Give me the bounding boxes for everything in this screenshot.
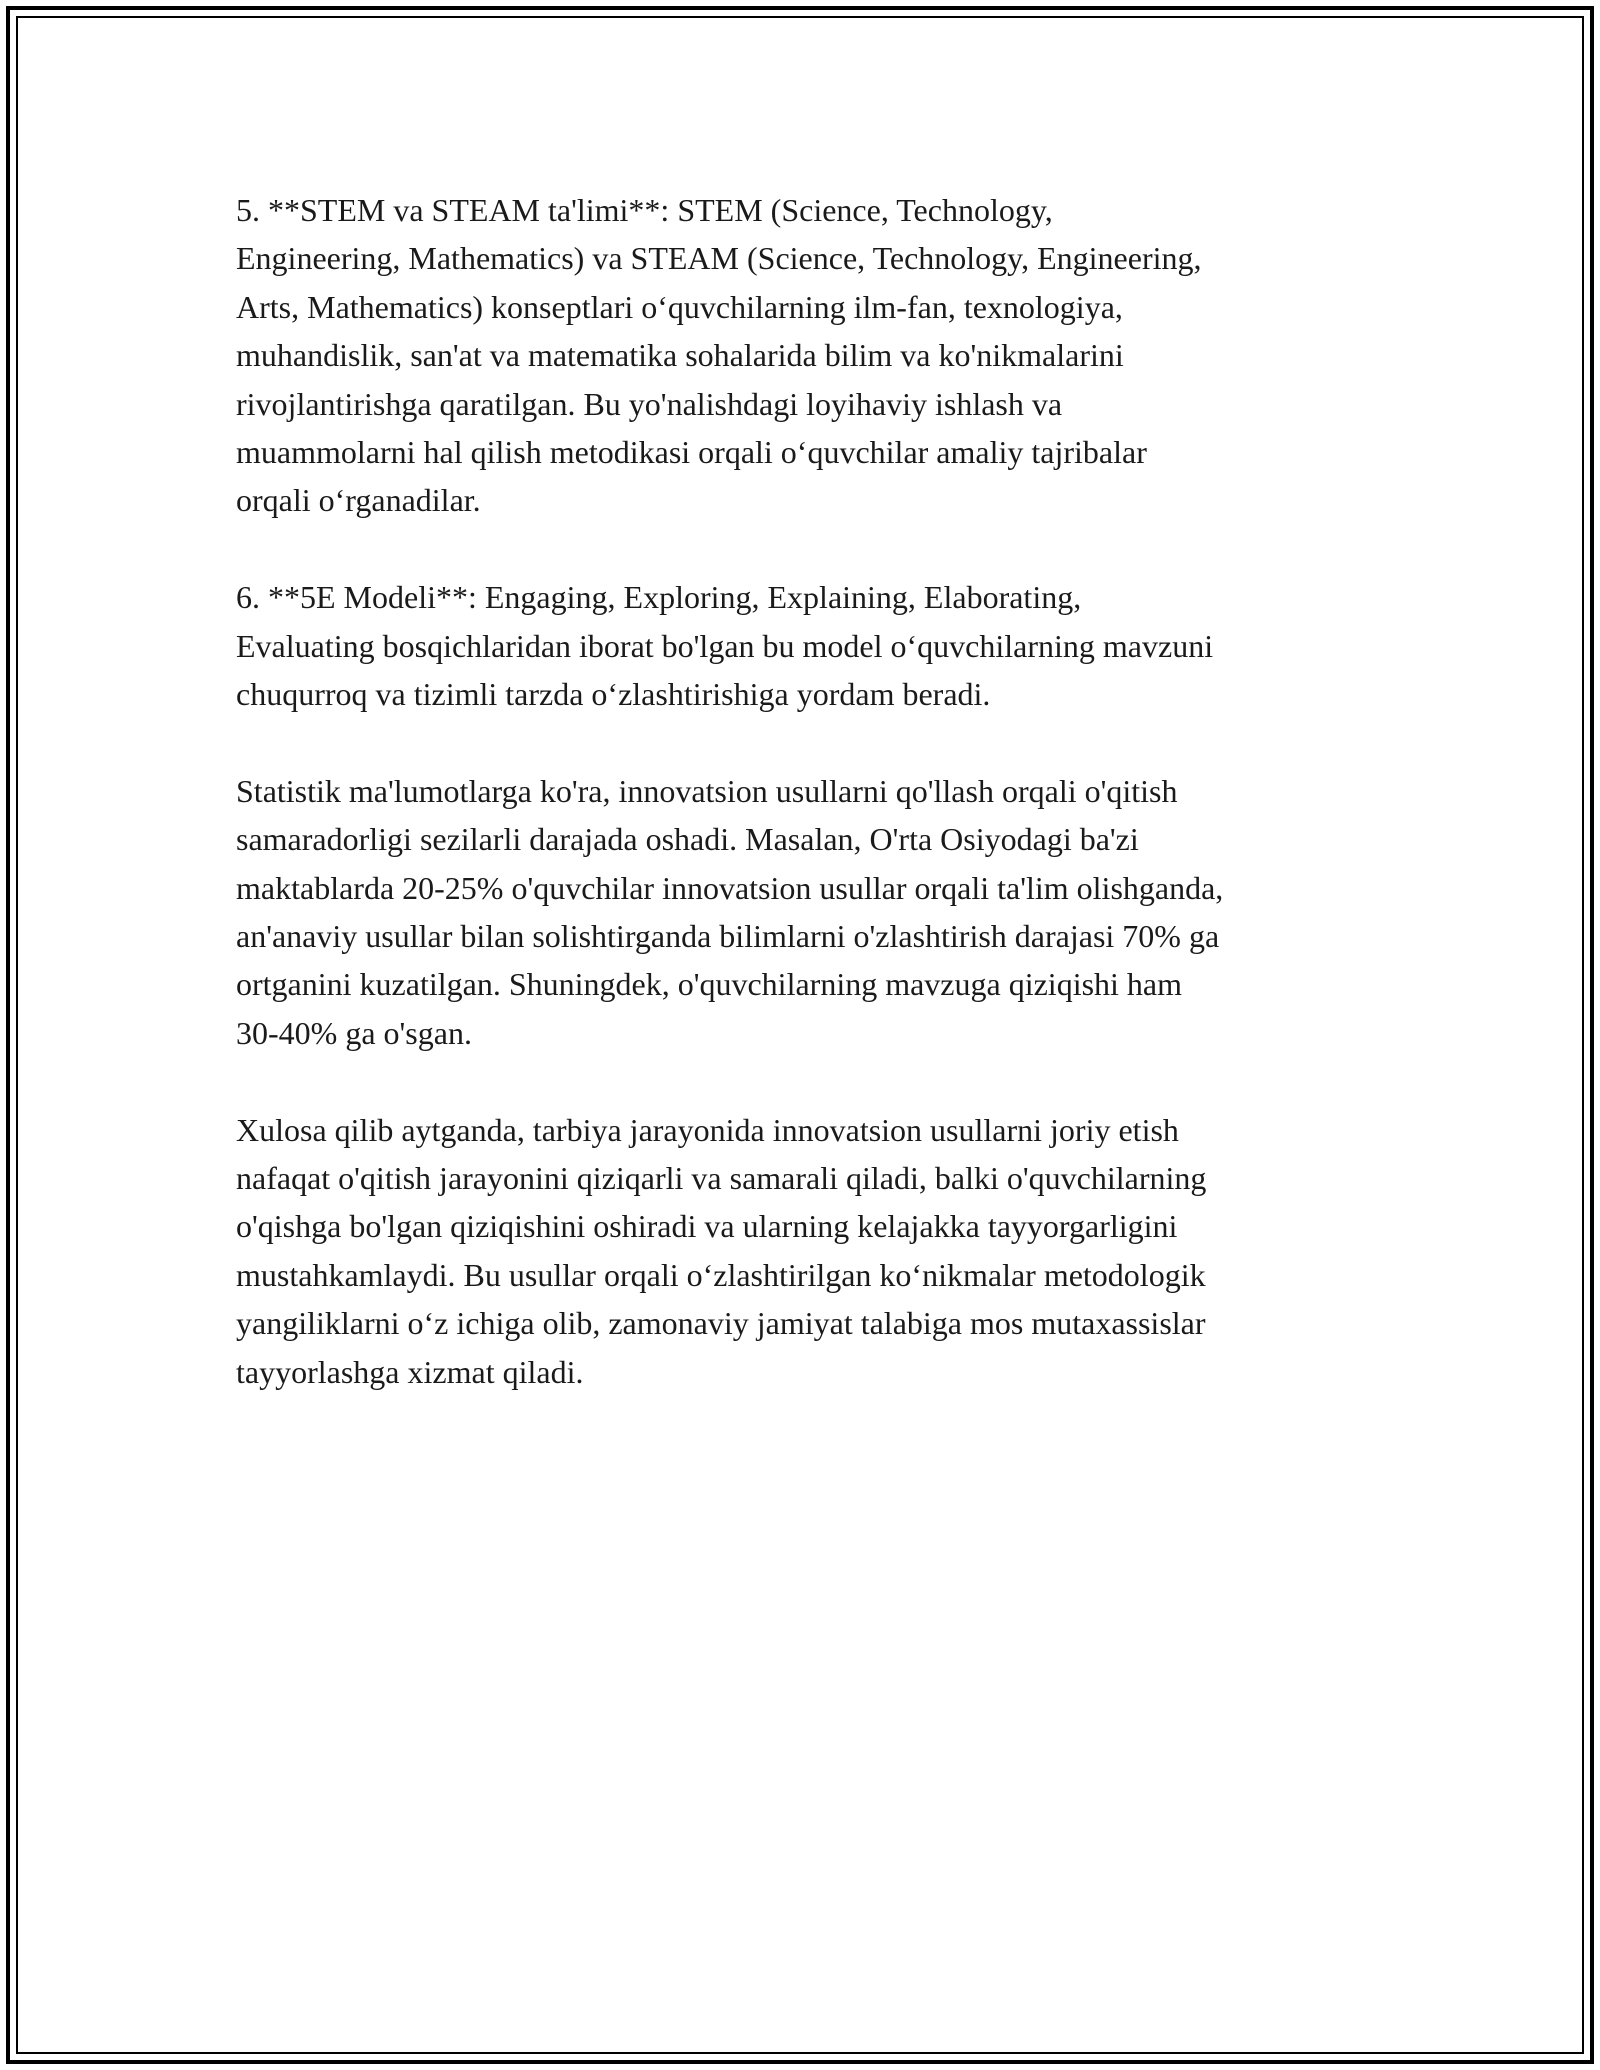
text-line: an'anaviy usullar bilan solishtirganda bilimlarni o'zlashtirish darajasi 70% ga	[236, 918, 1220, 955]
text-line: rivojlantirishga qaratilgan. Bu yo'nalishdagi loyihaviy ishlash va	[236, 385, 1063, 422]
text-line: samaradorligi sezilarli darajada oshadi. Masalan, O'rta Osiyodagi ba'zi	[236, 821, 1139, 858]
text-line: 30-40% ga o'sgan.	[236, 1014, 472, 1051]
text-line: chuqurroq va tizimli tarzda o‘zlashtirishiga yordam beradi.	[236, 676, 991, 713]
text-line: Statistik ma'lumotlarga ko'ra, innovatsion usullarni qo'llash orqali o'qitish	[236, 772, 1178, 809]
paragraph-conclusion	[236, 1106, 1376, 1396]
document-body	[236, 186, 1376, 1445]
text-line: Arts, Mathematics) konseptlari o‘quvchilarning ilm-fan, texnologiya,	[236, 288, 1123, 325]
paragraph-stem-steam	[236, 186, 1376, 525]
text-line: muammolarni hal qilish metodikasi orqali o‘quvchilar amaliy tajribalar	[236, 434, 1147, 471]
text-line: tayyorlashga xizmat qiladi.	[236, 1353, 584, 1390]
text-line: yangiliklarni o‘z ichiga olib, zamonaviy jamiyat talabiga mos mutaxassislar	[236, 1305, 1206, 1342]
text-line: ortganini kuzatilgan. Shuningdek, o'quvchilarning mavzuga qiziqishi ham	[236, 966, 1183, 1003]
text-line: 5. **STEM va STEAM ta'limi**: STEM (Science, Technology,	[236, 192, 1053, 228]
text-line: nafaqat o'qitish jarayonini qiziqarli va samarali qiladi, balki o'quvchilarning	[236, 1160, 1207, 1197]
text-line: 6. **5E Modeli**: Engaging, Exploring, Explaining, Elaborating,	[236, 579, 1082, 616]
text-line: orqali o‘rganadilar.	[236, 482, 481, 519]
text-line: Evaluating bosqichlaridan iborat bo'lgan bu model o‘quvchilarning mavzuni	[236, 627, 1214, 664]
text-line: o'qishga bo'lgan qiziqishini oshiradi va ularning kelajakka tayyorgarligini	[236, 1208, 1178, 1245]
paragraph-statistics	[236, 767, 1376, 1057]
text-line: Xulosa qilib aytganda, tarbiya jarayonida innovatsion usullarni joriy etish	[236, 1111, 1179, 1148]
text-line: mustahkamlaydi. Bu usullar orqali o‘zlashtirilgan ko‘nikmalar metodologik	[236, 1256, 1206, 1293]
text-line: Engineering, Mathematics) va STEAM (Science, Technology, Engineering,	[236, 240, 1202, 277]
text-line: muhandislik, san'at va matematika sohalarida bilim va ko'nikmalarini	[236, 337, 1124, 374]
text-line: maktablarda 20-25% o'quvchilar innovatsion usullar orqali ta'lim olishganda,	[236, 869, 1224, 906]
paragraph-5e-model	[236, 573, 1376, 718]
